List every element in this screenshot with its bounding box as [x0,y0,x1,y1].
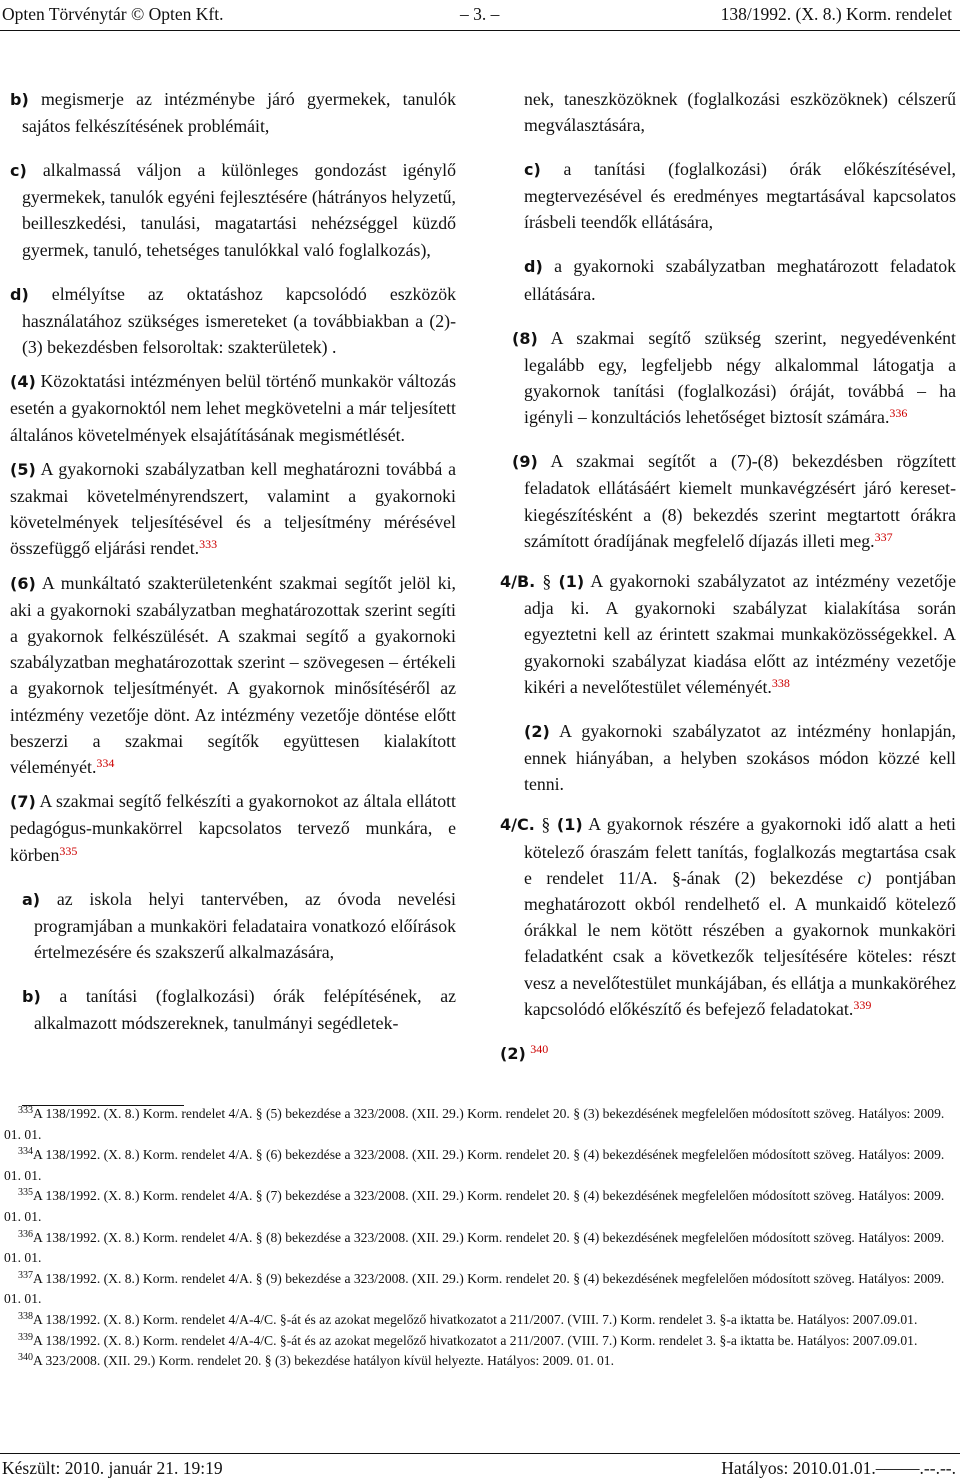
footnote-337: $^{337}$A 138/1992. (X. 8.) Korm. rendelet 4/A. § (9) bekezdése a 323/2008. (XII. 29.) Korm. rendelet 20. § (4) bekezdésének megfelelően módosított szöveg. Hatályos: 2009. 01. 01. [4,1269,945,1307]
list-item-7c: c) a tanítási (foglalkozási) órák előkészítésével, megtervezésével és eredményes megtartásával kapcsolatos írásbeli teendők ellátására, [524,159,956,233]
paragraph-4: (4) Közoktatási intézményen belül történő munkakör változás esetén a gyakornoktól nem lehet megkövetelni a már teljesített általános követelmények elsajátításának megismétlését. [10,371,456,445]
footnote-340: $^{340}$A 323/2008. (XII. 29.) Korm. rendelet 20. § (3) bekezdése hatályon kívül helyezte. Hatályos: 2009. 01. 01. [18,1352,614,1369]
header-publisher: Opten Törvénytár © Opten Kft. [2,4,224,24]
footnotes [4,1104,956,1372]
footnote-334: $^{334}$A 138/1992. (X. 8.) Korm. rendelet 4/A. § (6) bekezdése a 323/2008. (XII. 29.) Korm. rendelet 20. § (4) bekezdésének megfelelően módosított szöveg. Hatályos: 2009. 01. 01. [4,1146,945,1183]
footnote-ref-336[interactable]: 336 [889,406,908,421]
footnote-335: $^{335}$A 138/1992. (X. 8.) Korm. rendelet 4/A. § (7) bekezdése a 323/2008. (XII. 29.) Korm. rendelet 20. § (4) bekezdésének megfelelően módosított szöveg. Hatályos: 2009. 01. 01. [4,1187,945,1224]
footnote-ref-334[interactable]: 334 [96,756,115,771]
page-header [2,0,952,28]
footer-rule [0,1453,960,1454]
footnote-336: $^{336}$A 138/1992. (X. 8.) Korm. rendelet 4/A. § (8) bekezdése a 323/2008. (XII. 29.) Korm. rendelet 20. § (4) bekezdésének megfelelően módosított szöveg. Hatályos: 2009. 01. 01. [4,1228,945,1266]
section-4b: 4/B. § (1) A gyakornoki szabályzatot az intézmény vezetője adja ki. A gyakornoki szabályzat kialakítása során egyeztetni kell az érintett szakmai munkaközösségekkel. A gyakornoki szabályzat kiadása előtt az intézmény vezetője kikéri a nevelőtestület véleményét.$^{338}$ [500,571,956,697]
paragraph-8: (8) A szakmai segítő szükség szerint, negyedévenként legalább egy, legfeljebb négy alkalommal látogatja a gyakornok tanítási (foglalkozási) óráját, továbbá – ha igényli – konzultációs lehetőséget biztosít számára.$^{336}$ [512,327,956,428]
list-item-d: d) elmélyítse az oktatáshoz kapcsolódó eszközök használatához szükséges ismereteket (a továbbiakban a (2)-(3) bekezdésben felsoroltak: szakterületek) . [10,283,456,358]
footnote-ref-340[interactable]: 340 [530,1041,549,1056]
paragraph-5: (5) A gyakornoki szabályzatban kell meghatározni továbbá a szakmai követelményrendszert, valamint a gyakornoki követelmények teljesítésével és a teljesítmény mérésével összefüggő eljárási rendet.$^{333}$ [10,458,456,559]
left-column [10,68,456,1036]
footer-effective: Hatályos: 2010.01.01.–––––.--.--. [721,1458,956,1478]
header-rule [0,30,960,31]
list-item-7b: b) a tanítási (foglalkozási) órák felépítésének, az alkalmazott módszereknek, tanulmányi segédletek- [22,986,456,1034]
list-item-7d: d) a gyakornoki szabályzatban meghatározott feladatok ellátására. [524,256,956,304]
footnote-333: $^{333}$A 138/1992. (X. 8.) Korm. rendelet 4/A. § (5) bekezdése a 323/2008. (XII. 29.) Korm. rendelet 20. § (3) bekezdésének megfelelően módosított szöveg. Hatályos: 2009. 01. 01. [4,1105,945,1142]
header-page-number: – 3. – [460,4,500,24]
section-4b-paragraph-2: (2) A gyakornoki szabályzatot az intézmény honlapján, ennek hiányában, a helyben szokásos módon közzé kell tenni. [524,720,956,795]
footnote-338: $^{338}$A 138/1992. (X. 8.) Korm. rendelet 4/A-4/C. §-át és az azokat megelőző hivatkozatot a 211/2007. (VIII. 7.) Korm. rendelet 3. §-a iktatta be. Hatályos: 2007.09.01. [18,1310,918,1327]
paragraph-7: (7) A szakmai segítő felkészíti a gyakornokot az általa ellátott pedagógus-munkakörrel kapcsolatos tervező munkára, e körben$^{335}$ [10,791,456,865]
list-item-7b-continued: nek, taneszközöknek (foglalkozási eszközöknek) célszerű megválasztására, [524,88,956,135]
list-item-7a: a) az iskola helyi tantervében, az óvoda nevelési programjában a munkaköri feladataira vonatkozó előírások értelmezésére és szakszerű alkalmazására, [22,888,456,963]
header-act-title: 138/1992. (X. 8.) Korm. rendelet [720,4,952,24]
section-4c-paragraph-2: (2) $^{340}$ [500,1041,549,1063]
footnote-ref-337[interactable]: 337 [874,529,893,544]
footnote-339: $^{339}$A 138/1992. (X. 8.) Korm. rendelet 4/A-4/C. §-át és az azokat megelőző hivatkozatot a 211/2007. (VIII. 7.) Korm. rendelet 3. §-a iktatta be. Hatályos: 2007.09.01. [18,1331,918,1348]
list-item-c: c) alkalmassá váljon a különleges gondozást igénylő gyermekek, tanulók egyéni fejlesztésére (hátrányos helyzetű, beilleszkedési, tanulási, magatartási nehézséggel küzdő gyermek, tanuló, tehetséges tanulókkal való foglalkozás), [10,160,456,260]
footnote-ref-339[interactable]: 339 [853,997,872,1012]
footnote-ref-335[interactable]: 335 [59,843,78,858]
paragraph-9: (9) A szakmai segítőt a (7)-(8) bekezdésben rögzített feladatok ellátásáért kiemelt munkavégzésért járó kereset-kiegészítésként a (8) bekezdés szerint megtartott órákra számított óradíjának megfelelő díjazás illeti meg.$^{337}$ [512,451,956,551]
footnote-ref-338[interactable]: 338 [771,675,790,690]
footnote-ref-333[interactable]: 333 [199,537,218,552]
footer-created: Készült: 2010. január 21. 19:19 [2,1458,223,1478]
right-column [500,68,956,1075]
paragraph-6: (6) A munkáltató szakterületenként szakmai segítőt jelöl ki, aki a gyakornoki szabályzatban meghatározottak szerint segíti a gyakornok felkészülését. A szakmai segítő a gyakornoki szabályzatban meghatározottak szerint – szövegesen – értékeli a gyakornok teljesítményét. A gyakornok minősítéséről az intézmény vezetője dönt. Az intézmény vezetője döntése előtt beszerzi a szakmai segítők együttesen kialakított véleményét.$^{334}$ [10,572,456,778]
list-item-b: b) megismerje az intézménybe járó gyermekek, tanulók sajátos felkészítésének problémáit, [10,88,456,136]
section-4c: 4/C. § (1) A gyakornok részére a gyakornoki idő alatt a heti kötelező óraszám felett tanítás, foglalkozás megtartása csak e rendelet 11/A. §-ának (2) bekezdése c) pontjában meghatározott okból rendelhető el. A munkaidő kötelező órákkal le nem kötött részében a gyakornok munkaköri feladatként csak a következők teljesítésére köteles: részt vesz a nevelőtestület munkájában, és ellátja a munkaköréhez kapcsolódó előkészítő és befejező feladatokat.$^{339}$ [500,814,956,1019]
